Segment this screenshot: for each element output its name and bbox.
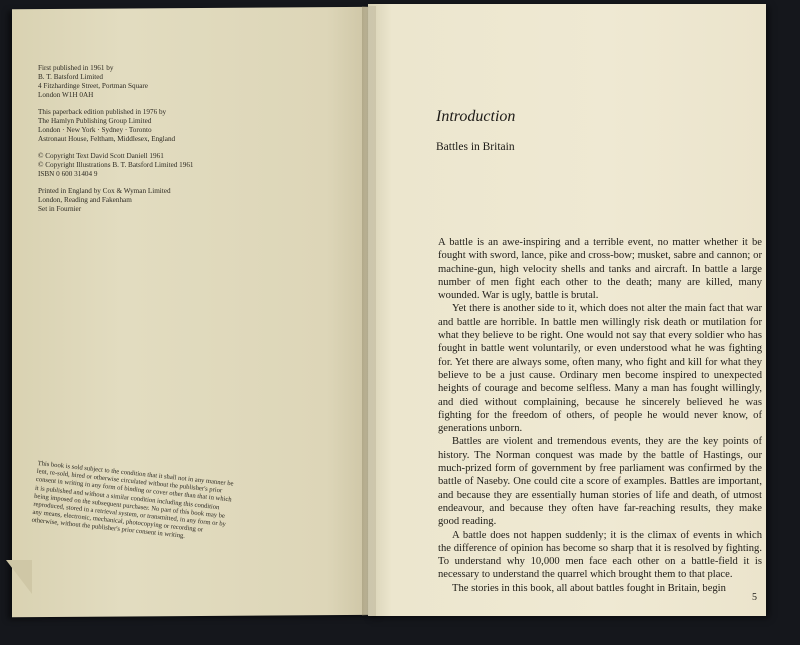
paragraph: A battle does not happen suddenly; it is the climax of events in which the difference of opinion has become so sharp that it is resolved by fighting. To understand why 10,000 men face each other on a battle-field it is necessary to understand the quarrel which brought them to that place. bbox=[438, 529, 762, 581]
imprint-copyright: © Copyright Text David Scott Daniell 1961 © Copyright Illustrations B. T. Batsford Limited 1961 ISBN 0 600 31404 9 bbox=[38, 152, 194, 178]
sale-conditions: This book is sold subject to the condition that it shall not in any manner be lent, re-sold, hired or otherwise circulated without the publisher's prior consent in writing in any form of binding or cover other than that in which it is published and without a similar condition including this condition being imposed on the subsequent purchaser. No part of this book may be reproduced, stored in a retrieval system, or transmitted, in any form or by any means, electronic, mechanical, photocopying or recording or otherwise, without the publisher's prior consent in writing. bbox=[31, 460, 234, 541]
imprint-first-published: First published in 1961 by B. T. Batsford Limited 4 Fitzhardinge Street, Portman Square London W1H 0AH bbox=[38, 64, 148, 99]
chapter-subheading: Battles in Britain bbox=[436, 141, 515, 153]
folded-corner bbox=[6, 560, 32, 594]
introduction-body bbox=[438, 236, 762, 595]
imprint-paperback-edition: This paperback edition published in 1976 by The Hamlyn Publishing Group Limited London · New York · Sydney · Toronto Astronaut House, Feltham, Middlesex, England bbox=[38, 108, 176, 143]
imprint-printer: Printed in England by Cox & Wyman Limited London, Reading and Fakenham Set in Fournier bbox=[38, 187, 171, 213]
chapter-heading: Introduction bbox=[436, 108, 516, 125]
book-spine bbox=[362, 6, 376, 616]
paragraph: The stories in this book, all about battles fought in Britain, begin bbox=[452, 582, 726, 594]
paragraph: A battle is an awe-inspiring and a terrible event, no matter whether it be fought with sword, lance, pike and cross-bow; musket, sabre and cannon; or machine-gun, high velocity shells and tanks and aircraft. In battle a large number of men fight each other to the death; many are killed, many wounded. War is ugly, battle is brutal. bbox=[438, 237, 762, 302]
imprint-block bbox=[38, 64, 258, 222]
paragraph: Battles are violent and tremendous events, they are the key points of history. The Norman conquest was made by the battle of Hastings, our much-prized form of government by free parliament was confirmed by the battle of Naseby. One could cite a score of examples. Battles are important, and because they are essentially human stories of life and death, of utmost endeavour, and because they often have far-reaching results, they make good reading. bbox=[438, 436, 762, 528]
paragraph: Yet there is another side to it, which does not alter the main fact that war and battle are horrible. In battle men willingly risk death or mutilation for what they believe to be right. One would not say that every soldier who has fought in battle went voluntarily, or even understood what he was fighting for. Yet there are always some, often many, who fight and kill for what they believe to be a just cause. Ordinary men become inspired to unexpected heights of courage and become selfless. Many a man has fought willingly, and died without complaining, because he sincerely believed he was fighting for the freedom of others, of people he would never know, of generations unborn. bbox=[438, 303, 762, 435]
page-number: 5 bbox=[752, 592, 757, 603]
